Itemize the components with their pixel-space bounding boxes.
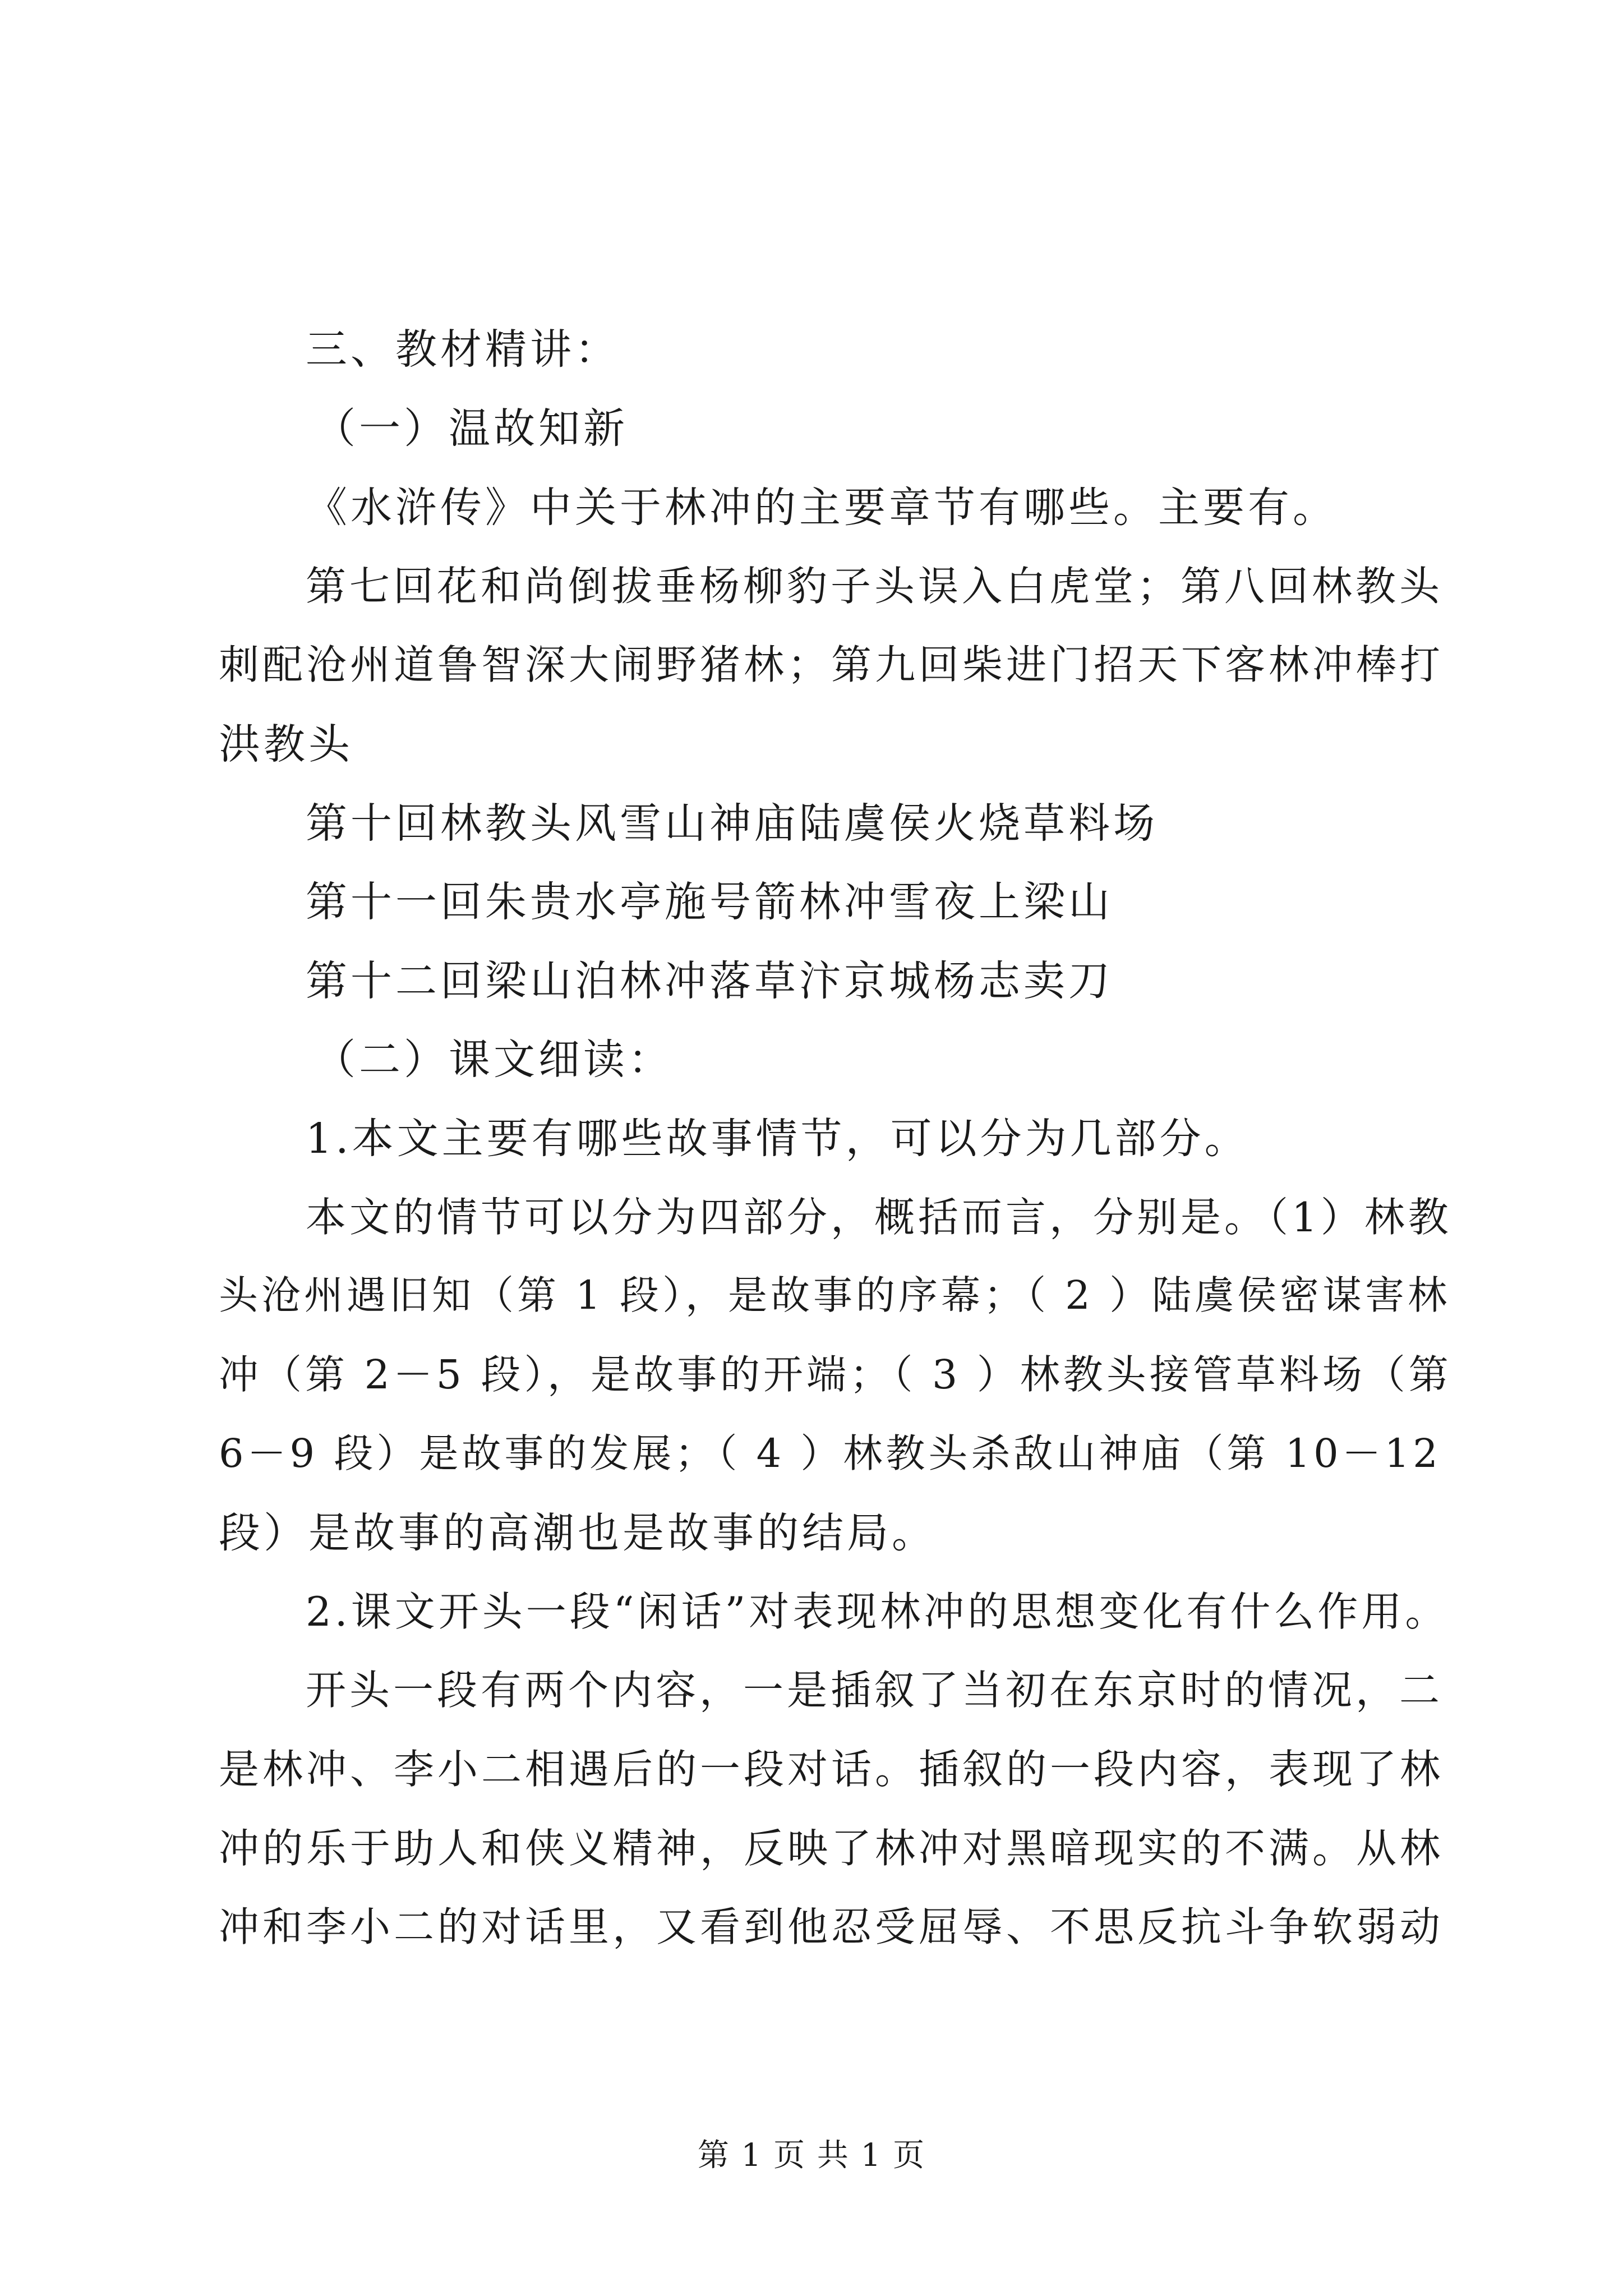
- subsection-heading-reading: （二）课文细读：: [314, 1036, 673, 1084]
- question-line: 2.课文开头一段“闲话”对表现林冲的思想变化有什么作用。: [306, 1588, 1449, 1635]
- section-heading: 三、教材精讲：: [306, 325, 620, 374]
- paragraph-line: 冲和李小二的对话里，又看到他忍受屈辱、不思反抗斗争软弱动: [219, 1903, 1444, 1950]
- paragraph-line: 第十回林教头风雪山神庙陆虞侯火烧草料场: [306, 799, 1158, 848]
- paragraph-line: 本文的情节可以分为四部分，概括而言，分别是。（1）林教: [306, 1194, 1452, 1241]
- paragraph-line: 第十一回朱贵水亭施号箭林冲雪夜上梁山: [306, 878, 1113, 926]
- paragraph-line: 刺配沧州道鲁智深大闹野猪林；第九回柴进门招天下客林冲棒打: [219, 641, 1444, 688]
- paragraph-line: 《水浒传》中关于林冲的主要章节有哪些。主要有。: [306, 484, 1338, 532]
- paragraph-line: 第十二回梁山泊林冲落草汴京城杨志卖刀: [306, 957, 1113, 1005]
- paragraph-line: 6－9 段）是故事的发展；（ 4 ）林教头杀敌山神庙（第 10－12: [219, 1430, 1441, 1476]
- paragraph-line: 第七回花和尚倒拔垂杨柳豹子头误入白虎堂；第八回林教头: [306, 563, 1444, 610]
- paragraph-line: 头沧州遇旧知（第 1 段），是故事的序幕；（ 2 ）陆虞侯密谋害林: [219, 1272, 1451, 1318]
- paragraph-line: 是林冲、李小二相遇后的一段对话。插叙的一段内容，表现了林: [219, 1746, 1444, 1793]
- page-footer: 第 1 页 共 1 页: [697, 2137, 926, 2174]
- paragraph-line: 洪教头: [219, 720, 353, 769]
- paragraph-line: 段）是故事的高潮也是故事的结局。: [219, 1509, 937, 1557]
- subsection-heading-review: （一）温故知新: [314, 404, 628, 453]
- question-line: 1.本文主要有哪些故事情节，可以分为几部分。: [306, 1115, 1249, 1163]
- paragraph-line: 冲（第 2－5 段），是故事的开端；（ 3 ）林教头接管草料场（第: [219, 1351, 1452, 1398]
- paragraph-line: 冲的乐于助人和侠义精神，反映了林冲对黑暗现实的不满。从林: [219, 1825, 1444, 1872]
- paragraph-line: 开头一段有两个内容，一是插叙了当初在东京时的情况，二: [306, 1667, 1444, 1714]
